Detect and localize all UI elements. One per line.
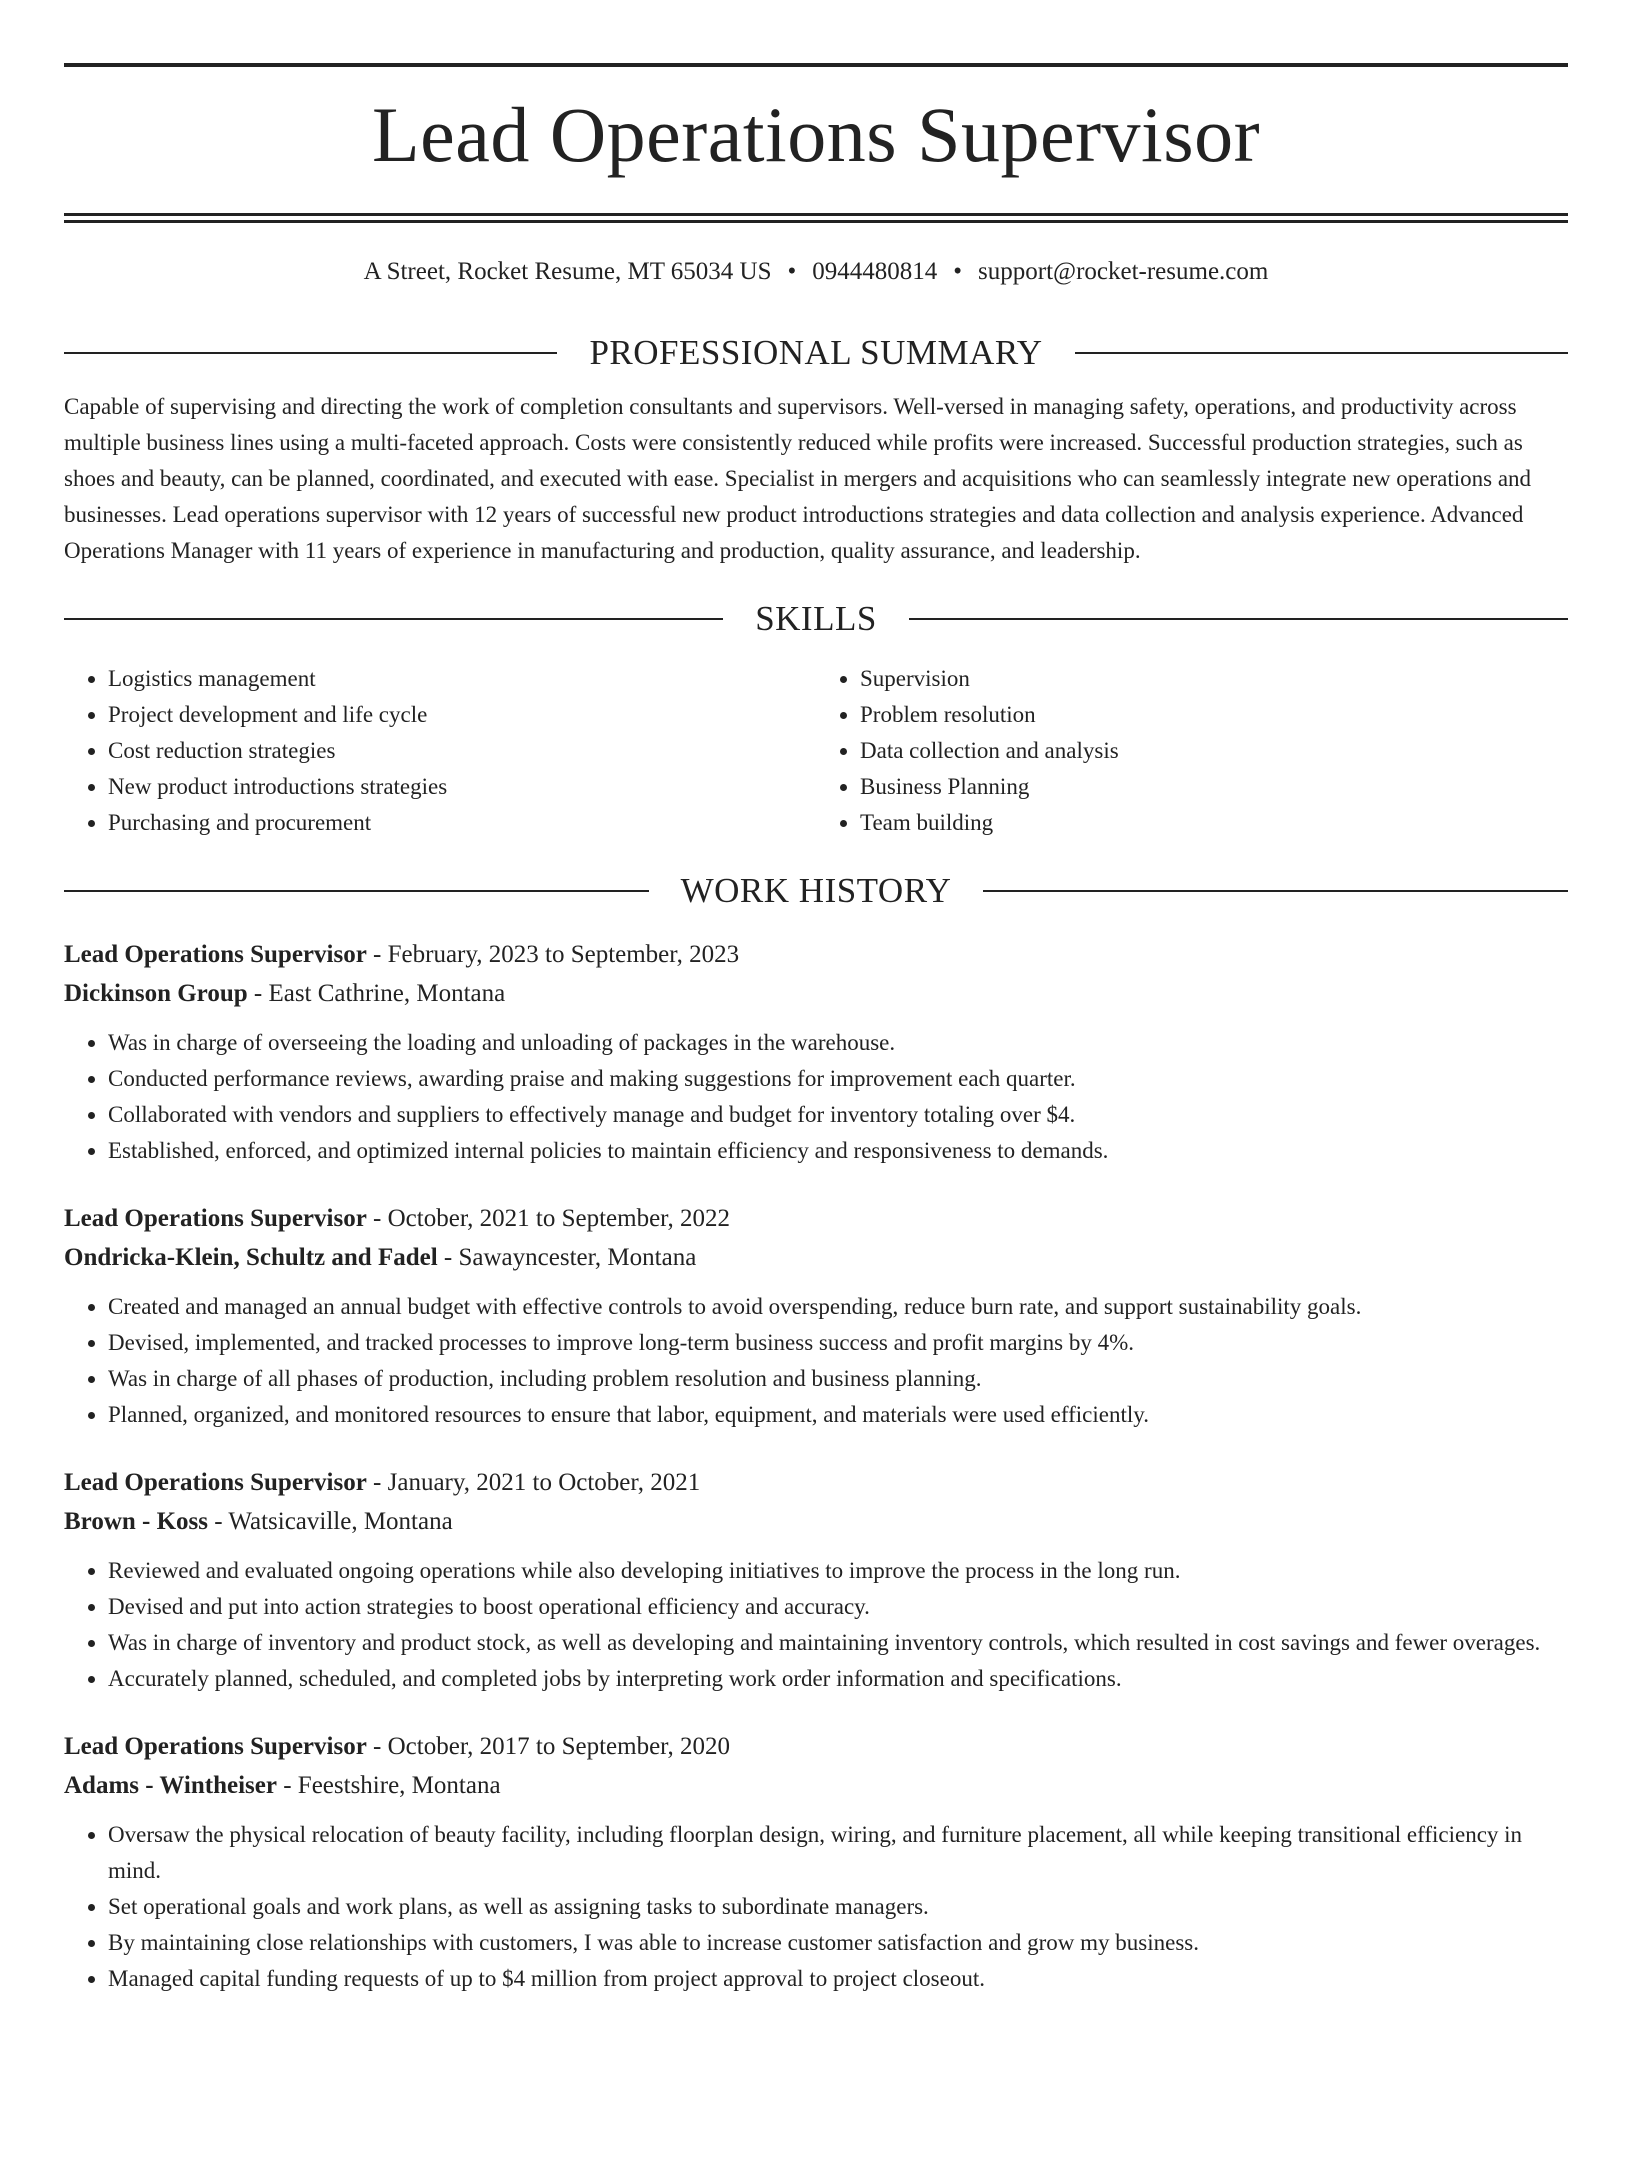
job-location: - Watsicaville, Montana xyxy=(208,1508,453,1535)
job-bullet: • Created and managed an annual budget with effective controls to avoid overspending, reduce burn rate, and support sustainability goals. xyxy=(108,1289,1568,1325)
job-title: Lead Operations Supervisor xyxy=(64,1733,367,1760)
job-bullet: • Managed capital funding requests of up to $4 million from project approval to project closeout. xyxy=(108,1961,1568,1997)
resume-title: Lead Operations Supervisor xyxy=(371,91,1261,178)
resume-page xyxy=(0,63,1632,2175)
job-title: Lead Operations Supervisor xyxy=(64,1469,367,1496)
job-title: Lead Operations Supervisor xyxy=(64,1205,367,1232)
job-bullet: • Was in charge of all phases of production, including problem resolution and business planning. xyxy=(108,1361,1568,1397)
job-bullet: • Devised and put into action strategies to boost operational efficiency and accuracy. xyxy=(108,1589,1568,1625)
skill-item: • Problem resolution xyxy=(860,697,1568,733)
work-section-heading xyxy=(64,871,1568,911)
job-title-line xyxy=(64,935,1568,974)
job-company-line xyxy=(64,1766,1568,1805)
skills-list-left xyxy=(64,661,816,841)
skill-item: • Team building xyxy=(860,805,1568,841)
job-company-line xyxy=(64,974,1568,1013)
job-title-line xyxy=(64,1463,1568,1502)
job-title-line xyxy=(64,1727,1568,1766)
job-company: Brown - Koss xyxy=(64,1508,209,1535)
job-entry xyxy=(64,935,1568,1169)
skill-item: • Data collection and analysis xyxy=(860,733,1568,769)
job-bullet: • Established, enforced, and optimized internal policies to maintain efficiency and responsiveness to demands. xyxy=(108,1133,1568,1169)
job-title-line xyxy=(64,1199,1568,1238)
skill-item: • Supervision xyxy=(860,661,1568,697)
skill-item: • Cost reduction strategies xyxy=(108,733,816,769)
job-company-line xyxy=(64,1502,1568,1541)
job-bullet: • Devised, implemented, and tracked processes to improve long-term business success and profit margins by 4%. xyxy=(108,1325,1568,1361)
heading-rule-right xyxy=(983,890,1568,892)
job-bullet: • Was in charge of inventory and product stock, as well as developing and maintaining inventory controls, which resulted in cost savings and fewer overages. xyxy=(108,1625,1568,1661)
job-dates: - January, 2021 to October, 2021 xyxy=(366,1469,701,1496)
job-company: Dickinson Group xyxy=(64,980,248,1007)
heading-rule-right xyxy=(909,618,1568,620)
heading-rule-right xyxy=(1075,352,1568,354)
job-bullet: • Planned, organized, and monitored resources to ensure that labor, equipment, and materials were used efficiently. xyxy=(108,1397,1568,1433)
job-entry xyxy=(64,1199,1568,1433)
job-bullets xyxy=(64,1553,1568,1697)
job-dates: - October, 2021 to September, 2022 xyxy=(366,1205,730,1232)
skill-item: • Business Planning xyxy=(860,769,1568,805)
job-bullets xyxy=(64,1817,1568,1997)
job-bullet: • By maintaining close relationships with customers, I was able to increase customer satisfaction and grow my business. xyxy=(108,1925,1568,1961)
contact-phone: 0944480814 xyxy=(812,258,938,285)
job-bullet: • Set operational goals and work plans, as well as assigning tasks to subordinate managers. xyxy=(108,1889,1568,1925)
contact-email: support@rocket-resume.com xyxy=(978,258,1269,285)
contact-address: A Street, Rocket Resume, MT 65034 US xyxy=(363,258,772,285)
job-location: - Sawayncester, Montana xyxy=(437,1244,697,1271)
summary-heading: PROFESSIONAL SUMMARY xyxy=(589,333,1043,372)
skill-item: • New product introductions strategies xyxy=(108,769,816,805)
contact-separator: • xyxy=(787,258,797,285)
work-history-list xyxy=(64,935,1568,1997)
title-double-rule xyxy=(64,213,1568,223)
skills-list-right xyxy=(816,661,1568,841)
job-bullet: • Oversaw the physical relocation of beauty facility, including floorplan design, wiring, and furniture placement, all while keeping transitional efficiency in mind. xyxy=(108,1817,1568,1889)
job-bullets xyxy=(64,1025,1568,1169)
heading-rule-left xyxy=(64,890,649,892)
job-company-line xyxy=(64,1238,1568,1277)
summary-section-heading xyxy=(64,333,1568,373)
skills-columns xyxy=(64,661,1568,841)
skills-heading: SKILLS xyxy=(755,599,877,638)
job-entry xyxy=(64,1463,1568,1697)
summary-text: Capable of supervising and directing the work of completion consultants and supervisors. Well-versed in managing safety, operations, and productivity across multiple business lines using a multi-faceted approach. Costs were consistently reduced while profits were increased. Successful production strategies, such as shoes and beauty, can be planned, coordinated, and executed with ease. Specialist in mergers and acquisitions who can seamlessly integrate new operations and businesses. Lead operations supervisor with 12 years of successful new product introductions strategies and data collection and analysis experience. Advanced Operations Manager with 11 years of experience in manufacturing and production, quality assurance, and leadership. xyxy=(64,394,1532,563)
job-bullet: • Accurately planned, scheduled, and completed jobs by interpreting work order information and specifications. xyxy=(108,1661,1568,1697)
skill-item: • Logistics management xyxy=(108,661,816,697)
job-location: - East Cathrine, Montana xyxy=(247,980,506,1007)
work-heading: WORK HISTORY xyxy=(680,871,952,910)
job-company: Ondricka-Klein, Schultz and Fadel xyxy=(64,1244,438,1271)
job-bullet: • Collaborated with vendors and suppliers to effectively manage and budget for inventory totaling over $4. xyxy=(108,1097,1568,1133)
job-dates: - October, 2017 to September, 2020 xyxy=(366,1733,730,1760)
contact-line xyxy=(64,255,1568,289)
job-bullet: • Conducted performance reviews, awarding praise and making suggestions for improvement each quarter. xyxy=(108,1061,1568,1097)
skills-section-heading xyxy=(64,599,1568,639)
job-title: Lead Operations Supervisor xyxy=(64,941,367,968)
job-location: - Feestshire, Montana xyxy=(276,1772,501,1799)
job-entry xyxy=(64,1727,1568,1997)
heading-rule-left xyxy=(64,352,557,354)
job-bullet: • Reviewed and evaluated ongoing operations while also developing initiatives to improve the process in the long run. xyxy=(108,1553,1568,1589)
job-company: Adams - Wintheiser xyxy=(64,1772,277,1799)
skill-item: • Purchasing and procurement xyxy=(108,805,816,841)
contact-separator: • xyxy=(953,258,963,285)
job-bullets xyxy=(64,1289,1568,1433)
heading-rule-left xyxy=(64,618,723,620)
job-bullet: • Was in charge of overseeing the loading and unloading of packages in the warehouse. xyxy=(108,1025,1568,1061)
job-dates: - February, 2023 to September, 2023 xyxy=(366,941,740,968)
skill-item: • Project development and life cycle xyxy=(108,697,816,733)
